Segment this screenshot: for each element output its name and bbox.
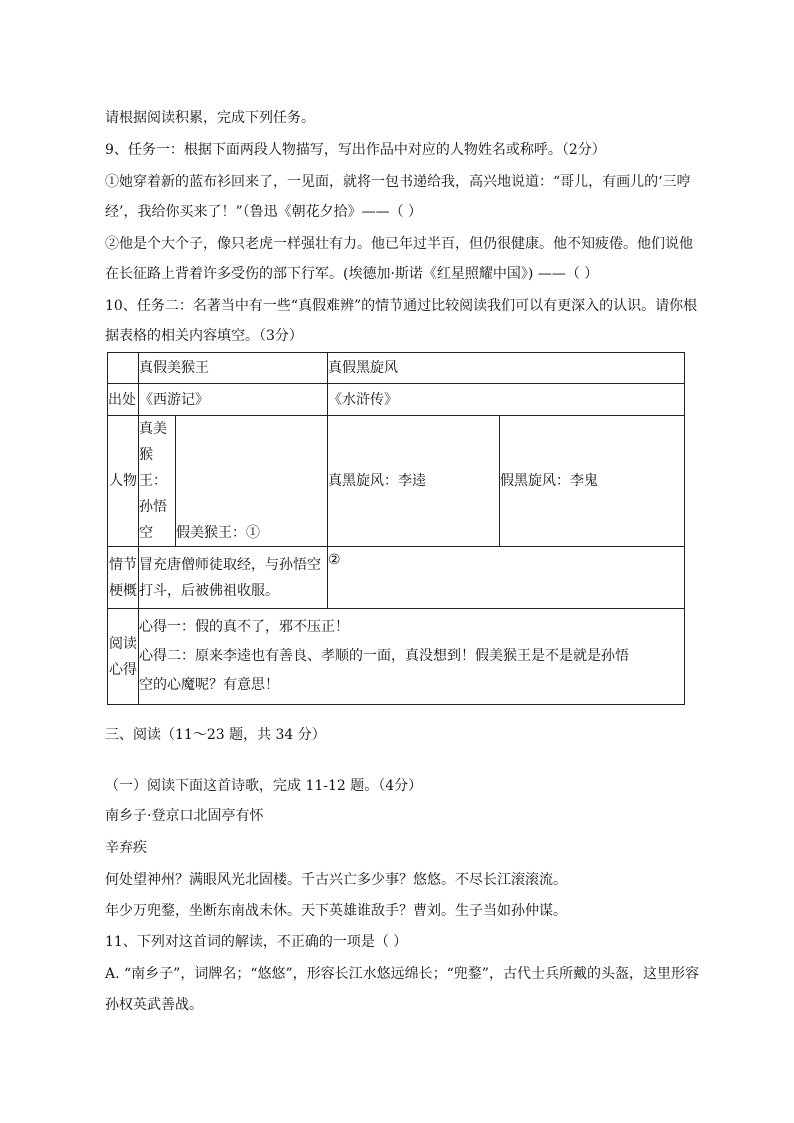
note-line: 空的心魔呢？有意思！ [139, 677, 279, 693]
plot-monkey-line: 打斗，后被佛祖收服。 [139, 582, 279, 599]
q9-item2-line2: 在长征路上背着许多受伤的部下行军。(埃德加·斯诺《红星照耀中国》) ——（ ） [105, 266, 599, 282]
plot-label-line: 情节 [109, 556, 137, 573]
table-row-notes [108, 609, 685, 705]
section-3-heading: 三、阅读（11～23 题，共 34 分） [105, 727, 326, 743]
header-whirlwind: 真假黑旋风 [328, 353, 685, 384]
fake-whirlwind-cell: 假黑旋风：李鬼 [500, 416, 685, 547]
source-label: 出处 [108, 384, 139, 416]
header-monkey: 真假美猴王 [139, 353, 328, 384]
comparison-table [107, 352, 685, 705]
q9-title: 9、任务一：根据下面两段人物描写，写出作品中对应的人物姓名或称呼。（2分） [105, 142, 606, 158]
source-monkey: 《西游记》 [139, 384, 328, 416]
notes-label-line: 阅读 [109, 635, 137, 652]
notes-content [139, 609, 685, 705]
poem-title: 南乡子·登京口北固亭有怀 [105, 808, 264, 824]
note-line: 心得一：假的真不了，邪不压正！ [139, 619, 349, 635]
note-line: 心得二：原来李逵也有善良、孝顺的一面，真没想到！假美猴王是不是就是孙悟 [139, 648, 629, 664]
q11-option-a-line2: 孙权英武善战。 [105, 997, 203, 1013]
real-monkey-line: 孙悟 [139, 499, 167, 515]
table-row-characters [108, 416, 685, 547]
q9-item1-line2: 经’，我给你买来了！”（鲁迅《朝花夕拾》——（ ） [105, 204, 423, 220]
character-label: 人物 [108, 416, 139, 547]
fake-monkey-cell [176, 416, 328, 547]
real-monkey-line: 空 [139, 525, 153, 541]
intro-text: 请根据阅读积累，完成下列任务。 [105, 110, 315, 126]
plot-label [108, 547, 139, 609]
plot-label-line: 梗概 [109, 582, 137, 599]
q9-item1-line1: ①她穿着新的蓝布衫回来了，一见面，就将一包书递给我，高兴地说道：“哥儿，有画儿的‘三哼 [105, 174, 691, 190]
table-header-row [108, 353, 685, 384]
q11-title: 11、下列对这首词的解读，不正确的一项是（ ） [105, 934, 408, 950]
table-row-source [108, 384, 685, 416]
notes-label-line: 心得 [109, 661, 137, 678]
q10-title-line1: 10、任务二：名著当中有一些“真假难辨”的情节通过比较阅读我们可以有更深入的认识。请你根 [105, 298, 698, 314]
part-1-heading: （一）阅读下面这首诗歌，完成 11-12 题。（4分） [105, 778, 423, 794]
plot-whirlwind: ② [328, 547, 685, 609]
poem-author: 辛弃疾 [105, 840, 147, 856]
table-corner-cell [108, 353, 139, 384]
real-monkey-line: 猴王： [139, 447, 167, 489]
plot-monkey [139, 547, 328, 609]
real-monkey-line: 真美 [139, 421, 167, 437]
poem-line-2: 年少万兜鍪，坐断东南战未休。天下英雄谁敌手？曹刘。生子当如孙仲谋。 [105, 903, 567, 919]
fake-monkey-text: 假美猴王：① [176, 525, 260, 541]
plot-monkey-line: 冒充唐僧师徒取经，与孙悟空 [139, 556, 321, 573]
real-monkey-cell [139, 416, 176, 547]
source-whirlwind: 《水浒传》 [328, 384, 685, 416]
notes-label [108, 609, 139, 705]
poem-line-1: 何处望神州？满眼风光北固楼。千古兴亡多少事？悠悠。不尽长江滚滚流。 [105, 872, 567, 888]
real-whirlwind-cell: 真黑旋风：李逵 [328, 416, 500, 547]
q9-item2-line1: ②他是个大个子，像只老虎一样强壮有力。他已年过半百，但仍很健康。他不知疲倦。他们说他 [105, 236, 693, 252]
table-row-plot [108, 547, 685, 609]
q11-option-a-line1: A. “南乡子”，词牌名；“悠悠”，形容长江水悠远绵长；“兜鍪”，古代士兵所戴的头盔，这里形容 [105, 966, 699, 982]
q10-title-line2: 据表格的相关内容填空。（3分） [105, 328, 303, 344]
